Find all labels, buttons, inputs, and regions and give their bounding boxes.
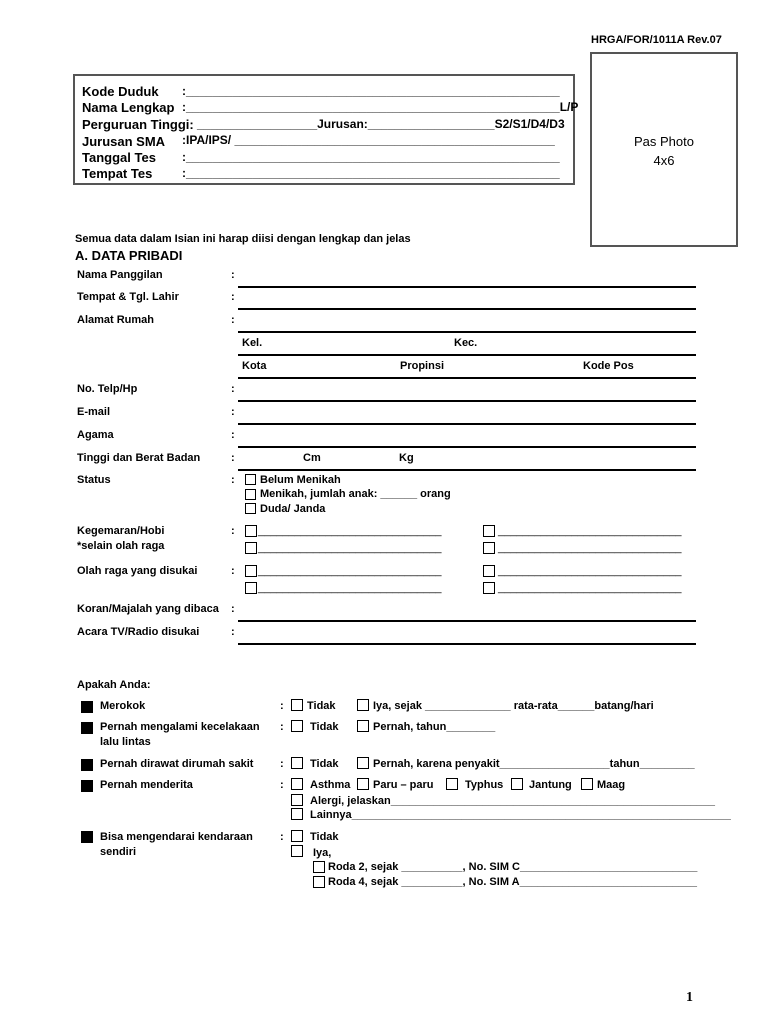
kecelakaan-label-2: lalu lintas bbox=[100, 736, 151, 748]
nama-lengkap-label: Nama Lengkap bbox=[82, 100, 175, 115]
bullet-square-icon bbox=[81, 701, 93, 713]
bullet-square-icon bbox=[81, 722, 93, 734]
roda4-label: Roda 4, sejak __________, No. SIM A_____________________________ bbox=[328, 876, 697, 888]
kota-label: Kota bbox=[242, 360, 267, 372]
olahraga-label: Olah raga yang disukai bbox=[77, 565, 198, 577]
instruction-text: Semua data dalam Isian ini harap diisi dengan lengkap dan jelas bbox=[75, 233, 411, 245]
colon: : bbox=[231, 406, 235, 418]
lainnya-checkbox[interactable] bbox=[291, 808, 303, 820]
colon: : bbox=[280, 721, 284, 733]
kendaraan-tidak-checkbox[interactable] bbox=[291, 830, 303, 842]
propinsi-label: Propinsi bbox=[400, 360, 445, 372]
olahraga-blank-3[interactable]: ______________________________ bbox=[498, 565, 682, 577]
merokok-iya-label: Iya, sejak ______________ rata-rata______batang/hari bbox=[373, 700, 654, 712]
paru-checkbox[interactable] bbox=[357, 778, 369, 790]
dirawat-tidak-checkbox[interactable] bbox=[291, 757, 303, 769]
kode-pos-label: Kode Pos bbox=[583, 360, 634, 372]
section-a-title: A. DATA PRIBADI bbox=[75, 248, 183, 263]
merokok-iya-checkbox[interactable] bbox=[357, 699, 369, 711]
olahraga-checkbox-2[interactable] bbox=[245, 582, 257, 594]
kec-label: Kec. bbox=[454, 337, 478, 349]
dirawat-label: Pernah dirawat dirumah sakit bbox=[100, 758, 254, 770]
kendaraan-tidak-label: Tidak bbox=[310, 831, 339, 843]
bullet-square-icon bbox=[81, 831, 93, 843]
kecelakaan-tidak-checkbox[interactable] bbox=[291, 720, 303, 732]
typhus-checkbox[interactable] bbox=[446, 778, 458, 790]
colon: : bbox=[231, 269, 235, 281]
typhus-label: Typhus bbox=[465, 779, 504, 791]
hobi-blank-2[interactable]: ______________________________ bbox=[258, 542, 442, 554]
kendaraan-label-2: sendiri bbox=[100, 846, 137, 858]
kecelakaan-pernah-label: Pernah, tahun________ bbox=[373, 721, 496, 733]
tinggi-input[interactable] bbox=[238, 469, 696, 471]
hobi-checkbox-1[interactable] bbox=[245, 525, 257, 537]
nama-lengkap-field[interactable]: :________________________________________________________L/P bbox=[182, 100, 579, 114]
colon: : bbox=[231, 383, 235, 395]
cm-label: Cm bbox=[303, 452, 321, 464]
status-belum-checkbox[interactable] bbox=[245, 474, 256, 485]
kendaraan-iya-checkbox[interactable] bbox=[291, 845, 303, 857]
koran-input[interactable] bbox=[238, 620, 696, 622]
bullet-square-icon bbox=[81, 780, 93, 792]
tinggi-label: Tinggi dan Berat Badan bbox=[77, 452, 201, 464]
email-label: E-mail bbox=[77, 406, 111, 418]
dirawat-pernah-label: Pernah, karena penyakit__________________tahun_________ bbox=[373, 758, 695, 770]
hobi-checkbox-4[interactable] bbox=[483, 542, 495, 554]
kendaraan-iya-label: Iya, bbox=[313, 847, 332, 859]
status-menikah-label: Menikah, jumlah anak: ______ orang bbox=[260, 488, 451, 500]
page-number: 1 bbox=[686, 990, 693, 1005]
merokok-label: Merokok bbox=[100, 700, 146, 712]
lainnya-label: Lainnya______________________________________________________________ bbox=[310, 809, 731, 821]
hobi-blank-4[interactable]: ______________________________ bbox=[498, 542, 682, 554]
dirawat-pernah-checkbox[interactable] bbox=[357, 757, 369, 769]
kel-kec-input[interactable] bbox=[238, 354, 696, 356]
colon: : bbox=[231, 314, 235, 326]
colon: : bbox=[280, 758, 284, 770]
telp-label: No. Telp/Hp bbox=[77, 383, 138, 395]
hobi-blank-3[interactable]: ______________________________ bbox=[498, 525, 682, 537]
apakah-title: Apakah Anda: bbox=[77, 679, 151, 691]
photo-label: Pas Photo bbox=[634, 134, 694, 149]
colon: : bbox=[280, 700, 284, 712]
paru-label: Paru – paru bbox=[373, 779, 434, 791]
jantung-checkbox[interactable] bbox=[511, 778, 523, 790]
jurusan-sma-label: Jurusan SMA bbox=[82, 134, 166, 149]
alamat-input[interactable] bbox=[238, 331, 696, 333]
agama-label: Agama bbox=[77, 429, 114, 441]
merokok-tidak-label: Tidak bbox=[307, 700, 336, 712]
olahraga-checkbox-3[interactable] bbox=[483, 565, 495, 577]
acara-input[interactable] bbox=[238, 643, 696, 645]
kode-duduk-label: Kode Duduk bbox=[82, 84, 159, 99]
menderita-label: Pernah menderita bbox=[100, 779, 193, 791]
dirawat-tidak-label: Tidak bbox=[310, 758, 339, 770]
agama-input[interactable] bbox=[238, 446, 696, 448]
photo-size: 4x6 bbox=[653, 153, 675, 168]
kode-duduk-field[interactable]: :________________________________________________________ bbox=[182, 84, 560, 98]
status-label: Status bbox=[77, 474, 111, 486]
alergi-checkbox[interactable] bbox=[291, 794, 303, 806]
status-duda-label: Duda/ Janda bbox=[260, 503, 326, 515]
kota-input[interactable] bbox=[238, 377, 696, 379]
kecelakaan-label-1: Pernah mengalami kecelakaan bbox=[100, 721, 260, 733]
colon: : bbox=[231, 291, 235, 303]
roda2-label: Roda 2, sejak __________, No. SIM C_____________________________ bbox=[328, 861, 698, 873]
hobi-checkbox-3[interactable] bbox=[483, 525, 495, 537]
merokok-tidak-checkbox[interactable] bbox=[291, 699, 303, 711]
olahraga-checkbox-1[interactable] bbox=[245, 565, 257, 577]
status-belum-label: Belum Menikah bbox=[260, 474, 341, 486]
photo-box bbox=[590, 52, 738, 247]
colon: : bbox=[231, 429, 235, 441]
tempat-tes-label: Tempat Tes bbox=[82, 166, 153, 181]
jurusan-sma-field[interactable]: :IPA/IPS/ ________________________________________________ bbox=[182, 133, 555, 147]
alergi-label: Alergi, jelaskan_____________________________________________________ bbox=[310, 795, 715, 807]
hobi-note: *selain olah raga bbox=[77, 540, 165, 552]
email-input[interactable] bbox=[238, 423, 696, 425]
perguruan-tinggi-label: Perguruan Tinggi: bbox=[82, 117, 194, 132]
tempat-lahir-label: Tempat & Tgl. Lahir bbox=[77, 291, 179, 303]
kendaraan-label-1: Bisa mengendarai kendaraan bbox=[100, 831, 253, 843]
kg-label: Kg bbox=[399, 452, 414, 464]
tempat-tes-field[interactable]: :________________________________________________________ bbox=[182, 166, 560, 180]
colon: : bbox=[231, 474, 235, 486]
kecelakaan-pernah-checkbox[interactable] bbox=[357, 720, 369, 732]
status-menikah-checkbox[interactable] bbox=[245, 489, 256, 500]
status-duda-checkbox[interactable] bbox=[245, 503, 256, 514]
hobi-checkbox-2[interactable] bbox=[245, 542, 257, 554]
tanggal-tes-field[interactable]: :________________________________________________________ bbox=[182, 150, 560, 164]
tanggal-tes-label: Tanggal Tes bbox=[82, 150, 156, 165]
bullet-square-icon bbox=[81, 759, 93, 771]
olahraga-checkbox-4[interactable] bbox=[483, 582, 495, 594]
colon: : bbox=[280, 831, 284, 843]
roda4-checkbox[interactable] bbox=[313, 876, 325, 888]
form-code: HRGA/FOR/1011A Rev.07 bbox=[591, 34, 722, 46]
telp-input[interactable] bbox=[238, 400, 696, 402]
tempat-lahir-input[interactable] bbox=[238, 308, 696, 310]
olahraga-blank-1[interactable]: ______________________________ bbox=[258, 565, 442, 577]
colon: : bbox=[231, 626, 235, 638]
colon: : bbox=[280, 779, 284, 791]
olahraga-blank-4[interactable]: ______________________________ bbox=[498, 582, 682, 594]
maag-label: Maag bbox=[597, 779, 626, 791]
colon: : bbox=[231, 603, 235, 615]
colon: : bbox=[231, 452, 235, 464]
perguruan-tinggi-field[interactable]: __________________Jurusan:___________________S2/S1/D4/D3 bbox=[197, 117, 565, 131]
acara-label: Acara TV/Radio disukai bbox=[77, 626, 200, 638]
koran-label: Koran/Majalah yang dibaca bbox=[77, 603, 219, 615]
nama-panggilan-label: Nama Panggilan bbox=[77, 269, 163, 281]
nama-panggilan-input[interactable] bbox=[238, 286, 696, 288]
maag-checkbox[interactable] bbox=[581, 778, 593, 790]
colon: : bbox=[231, 525, 235, 537]
kecelakaan-tidak-label: Tidak bbox=[310, 721, 339, 733]
alamat-label: Alamat Rumah bbox=[77, 314, 155, 326]
kel-label: Kel. bbox=[242, 337, 263, 349]
roda2-checkbox[interactable] bbox=[313, 861, 325, 873]
jantung-label: Jantung bbox=[529, 779, 572, 791]
hobi-label: Kegemaran/Hobi bbox=[77, 525, 165, 537]
colon: : bbox=[231, 565, 235, 577]
asthma-label: Asthma bbox=[310, 779, 351, 791]
asthma-checkbox[interactable] bbox=[291, 778, 303, 790]
olahraga-blank-2[interactable]: ______________________________ bbox=[258, 582, 442, 594]
hobi-blank-1[interactable]: ______________________________ bbox=[258, 525, 442, 537]
